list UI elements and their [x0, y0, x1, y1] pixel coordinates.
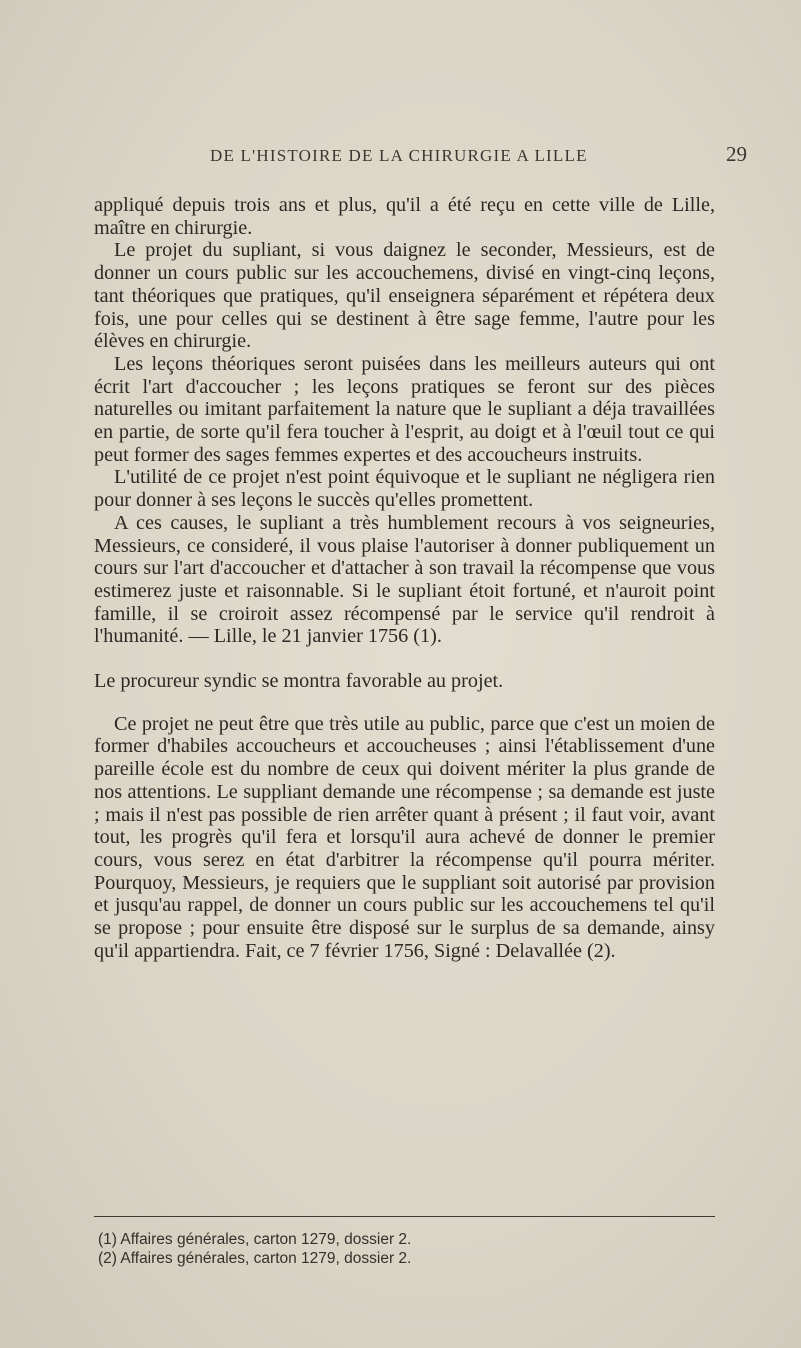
page-number: 29 — [726, 142, 747, 166]
paragraph-utilite: L'utilité de ce projet n'est point équivoque et le supliant ne négligera rien pour donner à ses leçons le succès qu'elles promettent. — [94, 466, 715, 512]
body-text — [94, 194, 715, 963]
paragraph-lecons: Les leçons théoriques seront puisées dans les meilleurs auteurs qui ont écrit l'art d'accoucher ; les leçons pratiques se feront sur des pièces naturelles ou imitant parfaitement la nature que le supliant a déja travaillées en partie, de sorte qu'il fera toucher à l'esprit, au doigt et à l'œuil tout ce qui peut former des sages femmes expertes et des accoucheurs instruits. — [94, 352, 715, 466]
running-head: DE L'HISTOIRE DE LA CHIRURGIE A LILLE — [210, 146, 588, 165]
footnotes — [94, 1230, 715, 1268]
paragraph-causes: A ces causes, le supliant a très humblement recours à vos seigneuries, Messieurs, ce consideré, il vous plaise l'autoriser à donner publiquement un cours sur l'art d'accoucher et d'attacher à son travail la récompense que vous estimerez juste et raisonnable. Si le supliant étoit fortuné, et n'auroit point famille, il se croiroit assez récompensé par le service qu'il rendroit à l'humanité. — Lille, le 21 janvier 1756 (1). — [94, 511, 715, 648]
footnote-divider — [94, 1216, 715, 1217]
paragraph-continuation: appliqué depuis trois ans et plus, qu'il a été reçu en cette ville de Lille, maître en chirurgie. — [94, 194, 715, 239]
footnote-2: (2) Affaires générales, carton 1279, dossier 2. — [98, 1250, 412, 1267]
paragraph-procureur: Le procureur syndic se montra favorable au projet. — [94, 670, 504, 693]
paragraph-projet: Le projet du supliant, si vous daignez le seconder, Messieurs, est de donner un cours public sur les accouchemens, divisé en vingt-cinq leçons, tant théoriques que pratiques, qu'il enseignera séparément et répétera deux fois, une pour celles qui se destinent à être sage femme, l'autre pour les élèves en chirurgie. — [94, 239, 715, 353]
paragraph-avis: Ce projet ne peut être que très utile au public, parce que c'est un moien de former d'habiles accoucheurs et accoucheuses ; ainsi l'établissement d'une pareille école est du nombre de ceux qui doivent mériter la plus grande de nos attentions. Le suppliant demande une récompense ; sa demande est juste ; mais il n'est pas possible de rien arrêter quant à présent ; il faut voir, avant tout, les progrès qu'il fera et lorsqu'il aura achevé de donner le premier cours, vous serez en état d'arbitrer la récompense qu'il pourra mériter. Pourquoy, Messieurs, je requiers que le suppliant soit autorisé par provision et jusqu'au rappel, de donner un cours public sur les accouchemens tel qu'il se propose ; pour ensuite être disposé sur le surplus de sa demande, ainsy qu'il appartiendra. Fait, ce 7 février 1756, Signé : Delavallée (2). — [94, 712, 715, 962]
footnote-1: (1) Affaires générales, carton 1279, dossier 2. — [98, 1231, 412, 1248]
